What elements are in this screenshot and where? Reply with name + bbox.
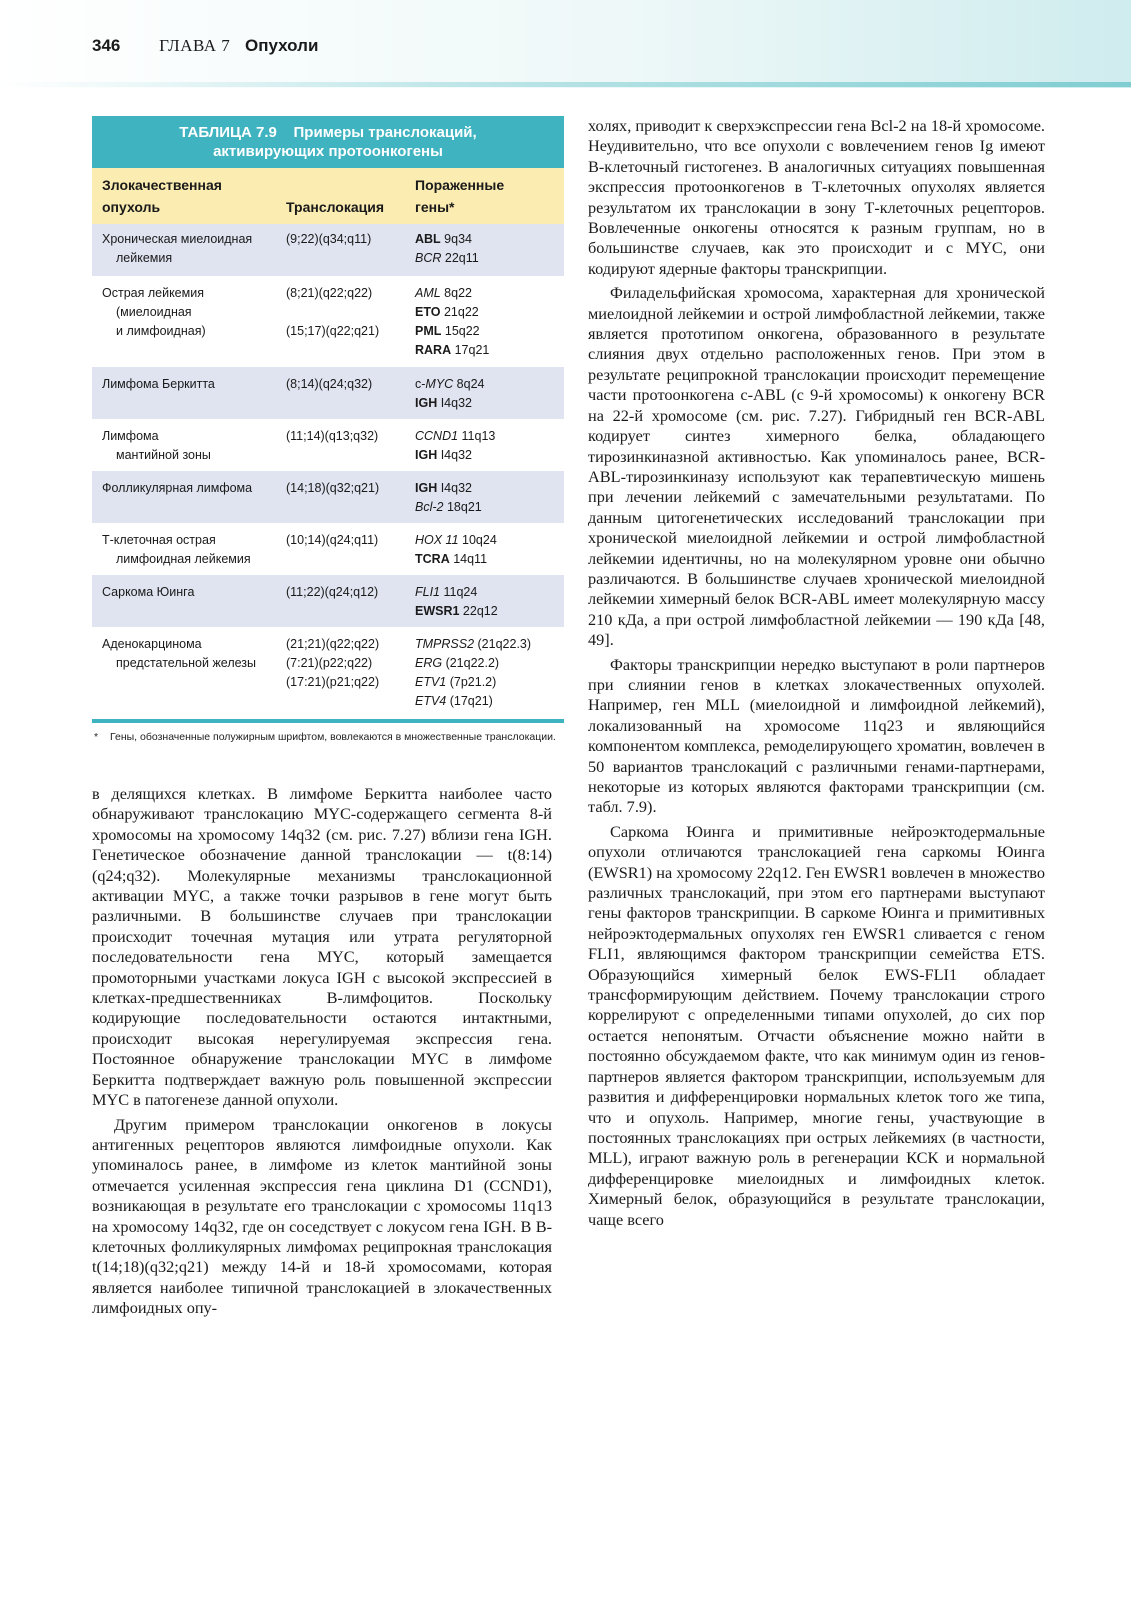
table-row: Т-клеточная острая лимфоидная лейкемия (10;14)(q24;q11) HOX 11 10q24 TCRA 14q11: [102, 533, 497, 566]
running-head: [92, 36, 318, 56]
table-bottom-rule: [92, 719, 564, 723]
table-row: Фолликулярная лимфома (14;18)(q32;q21) IGH I4q32 Bcl-2 18q21: [92, 471, 564, 523]
table-row: Аденокарцинома предстательной железы (21;21)(q22;q22) (7:21)(p22;q22) (17:21)(p21;q22) TMPRSS2 (21q22.3) ERG (21q22.2) ETV1 (7p21.2) ETV4 (17q21): [102, 637, 532, 708]
table-footnote: * Гены, обозначенные полужирным шрифтом, вовлекаются в множественные транслокации.: [94, 731, 556, 743]
table-title: ТАБЛИЦА 7.9 Примеры транслокаций, активирующих протоонкогены: [92, 116, 564, 168]
chapter-label: ГЛАВА 7: [159, 36, 231, 55]
col-header-genes: Пораженные гены*: [415, 177, 505, 215]
paragraph: Факторы транскрипции нередко выступают в роли партнеров при слиянии генов в клетках злокачественных опухолей. Например, ген MLL (миелоидной и лимфоидной лейкемий), локализованный на хромосоме 11q23 и являющийся компонентом комплекса, ремоделирующего хроматин, вовлечен в 50 вариантов транслокаций с различными генами-партнерами, некоторые из которых являются факторами транскрипции (см. табл. 7.9).: [588, 654, 1045, 817]
table-row: Хроническая миелоидная лейкемия (9;22)(q34;q11) ABL 9q34 BCR 22q11: [92, 224, 564, 276]
header-rule: [0, 82, 1131, 87]
table-row: Острая лейкемия (миелоидная и лимфоидная) (8;21)(q22;q22) (15;17)(q22;q21) AML 8q22 ETO 21q22 PML 15q22 RARA 17q21: [102, 286, 490, 357]
right-text-column: [588, 116, 1045, 1230]
translocation-table: [92, 116, 564, 745]
left-text-column: [92, 784, 552, 1319]
paragraph: холях, приводит к сверхэкспрессии гена Bcl-2 на 18-й хромосоме. Неудивительно, что все опухоли с вовлечением генов Ig имеют В-клеточный гистогенез. В аналогичных ситуациях повышенная экспрессия протоонкогенов в Т-клеточных опухолях является результатом их транслокации в зону Т-клеточных рецепторов. Вовлеченные онкогены относятся к разным группам, но в большинстве случаев, как это происходит и с MYC, они кодируют ядерные факторы транскрипции.: [588, 116, 1045, 278]
table-row: Саркома Юинга (11;22)(q24;q12) FLI1 11q24 EWSR1 22q12: [92, 575, 564, 627]
table-row: Лимфома Беркитта (8;14)(q24;q32) c-MYC 8q24 IGH I4q32: [92, 367, 564, 419]
footnote-mark: *: [94, 731, 99, 743]
paragraph: в делящихся клетках. В лимфоме Беркитта наиболее часто обнаруживают транслокацию MYC-содержащего сегмента 8-й хромосомы на хромосому 14q32 (см. рис. 7.27) вблизи гена IGH. Генетическое обозначение данной транслокации — t(8:14)(q24;q32). Молекулярные механизмы транслокационной активации MYC, а также точки разрывов в гене могут быть различными. В большинстве случаев при транслокации происходит точечная мутация или утрата регуляторной последовательности гена MYC, который замещается промоторными участками локуса IGH с высокой экспрессией в клетках-предшественниках В-лимфоцитов. Поскольку кодирующие последовательности остаются интактными, происходит высокая нерегулируемая экспрессия гена. Постоянное обнаружение транслокации MYC в лимфоме Беркитта подтверждает важную роль повышенной экспрессии MYC в патогенезе данной опухоли.: [92, 784, 552, 1110]
paragraph: Саркома Юинга и примитивные нейроэктодермальные опухоли отличаются транслокацией гена саркомы Юинга (EWSR1) на хромосому 22q12. Ген EWSR1 вовлечен в множество различных транслокаций, при этом его партнерами выступают гены факторов транскрипции. В саркоме Юинга и примитивных нейроэктодермальных опухолях ген EWSR1 сливается с геном FLI1, являющимся фактором транскрипции семейства ETS. Образующийся химерный белок EWS-FLI1 обладает трансформирующим действием. Почему транслокации строго коррелируют с определенными типами опухолей, до сих пор остается непонятым. Отчасти объяснение можно найти в постоянно обсуждаемом факте, что как минимум один из генов-партнеров является фактором транскрипции, используемым для развития и дифференцировки нормальных клеток того же типа, что и опухоль. Например, многие гены, участвующие в постоянных транслокациях при острых лейкемиях (в частности, MLL), играют важную роль в регенерации КСК и нормальной дифференцировке миелоидных и лимфоидных клеток. Химерный белок, образующийся в результате транслокации, чаще всего: [588, 821, 1045, 1229]
table-row: Лимфома мантийной зоны (11;14)(q13;q32) CCND1 11q13 IGH I4q32: [102, 429, 496, 462]
page-number: 346: [92, 36, 121, 55]
table-header: [92, 168, 564, 224]
paragraph: Другим примером транслокации онкогенов в локусы антигенных рецепторов являются лимфоидные опухоли. Как упоминалось ранее, в лимфоме из клеток мантийной зоны отмечается усиленная экспрессия гена циклина D1 (CCND1), возникающая в результате его транслокации с хромосомы 11q13 на хромосому 14q32, где он соседствует с локусом гена IGH. В В-клеточных фолликулярных лимфомах реципрокная транслокация t(14;18)(q32;q21) между 14-й и 18-й хромосомами, которая является наиболее типичной транслокацией в злокачественных лимфоидных опу-: [92, 1114, 552, 1318]
section-title: Опухоли: [245, 36, 319, 55]
paragraph: Филадельфийская хромосома, характерная для хронической миелоидной лейкемии и острой лимфобластной лейкемии, также является прототипом онкогена, образованного в результате слияния двух отдельно расположенных генов. При этом в результате реципрокной транслокации происходит перемещение части протоонкогена c-ABL (с 9-й хромосомы) к онкогену BCR на 22-й хромосоме (см. рис. 7.27). Гибридный ген BCR-ABL кодирует синтез химерного белка, обладающего тирозинкиназной активностью. Как упоминалось ранее, BCR-ABL-тирозинкиназу используют как терапевтическую мишень при лечении лейкемий с замечательными результатами. По данным цитогенетических исследований транслокации при хронической миелоидной лейкемии и острой лимфобластной лейкемии идентичны, но на молекулярном уровне они обычно различаются. В большинстве случаев хронической миелоидной лейкемии химерный белок BCR-ABL имеет молекулярную массу 210 кДа, а при острой лимфобластной лейкемии — 190 кДа [48, 49].: [588, 283, 1045, 650]
col-header-translocation: Транслокация: [286, 199, 385, 215]
col-header-tumor: Злокачественная опухоль: [102, 177, 222, 215]
